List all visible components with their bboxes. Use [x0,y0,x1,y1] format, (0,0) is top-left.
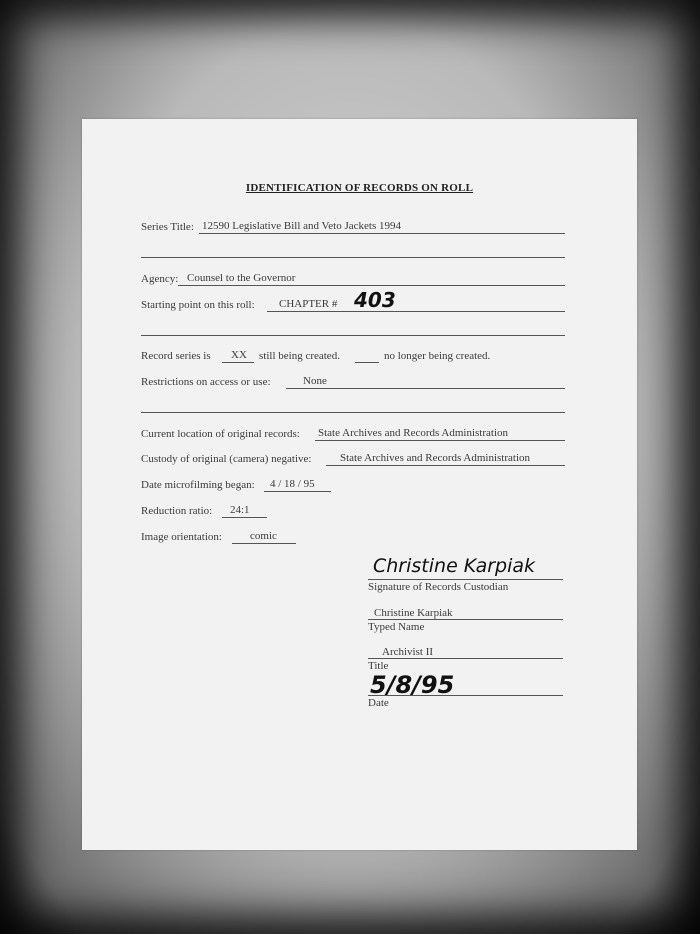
date-label: Date [368,697,389,709]
signature-line [368,579,563,580]
custody-value: State Archives and Records Administration [340,452,531,464]
series-title-value: 12590 Legislative Bill and Veto Jackets 1994 [202,220,401,232]
typed-name-value: Christine Karpiak [374,607,453,619]
date-handwritten: 5/8/95 [370,671,455,699]
date-line [368,695,563,696]
chapter-number-handwritten: 403 [354,288,396,312]
record-series-label: Record series is [141,350,211,362]
title-label: Title [368,660,389,672]
agency-label: Agency: [141,273,179,285]
date-began-label: Date microfilming began: [141,479,255,491]
records-form-sheet [82,119,637,850]
restrictions-line [286,388,565,389]
typed-name-label: Typed Name [368,621,425,633]
title-line [368,658,563,659]
location-value: State Archives and Records Administration [318,427,509,439]
location-line [315,440,565,441]
custody-label: Custody of original (camera) negative: [141,453,312,465]
form-heading: IDENTIFICATION OF RECORDS ON ROLL [245,182,474,194]
starting-point-line [267,311,565,312]
date-began-line [264,491,331,492]
title-value: Archivist II [382,646,434,658]
agency-value: Counsel to the Governor [187,272,296,284]
no-longer-blank-line [355,362,379,363]
reduction-value: 24:1 [230,504,250,516]
reduction-label: Reduction ratio: [141,505,213,517]
custody-line [326,465,565,466]
series-title-line [199,233,565,234]
restrictions-line-2 [141,412,565,413]
starting-point-value: CHAPTER # [279,298,338,310]
orientation-value: comic [250,530,277,542]
orientation-line [232,543,296,544]
restrictions-label: Restrictions on access or use: [141,376,271,388]
typed-name-line [368,619,563,620]
starting-point-line-2 [141,335,565,336]
custodian-signature: Christine Karpiak [373,555,536,577]
date-began-value: 4 / 18 / 95 [270,478,315,490]
starting-point-label: Starting point on this roll: [141,299,255,311]
series-title-label: Series Title: [141,221,194,233]
no-longer-being-created-text: no longer being created. [384,350,491,362]
series-title-line-2 [141,257,565,258]
restrictions-value: None [303,375,327,387]
orientation-label: Image orientation: [141,531,222,543]
record-series-mark-line [222,362,254,363]
agency-line [178,285,565,286]
still-being-created-text: still being created. [259,350,340,362]
reduction-line [222,517,267,518]
location-label: Current location of original records: [141,428,300,440]
signature-label: Signature of Records Custodian [368,581,509,593]
record-series-mark: XX [231,349,247,361]
